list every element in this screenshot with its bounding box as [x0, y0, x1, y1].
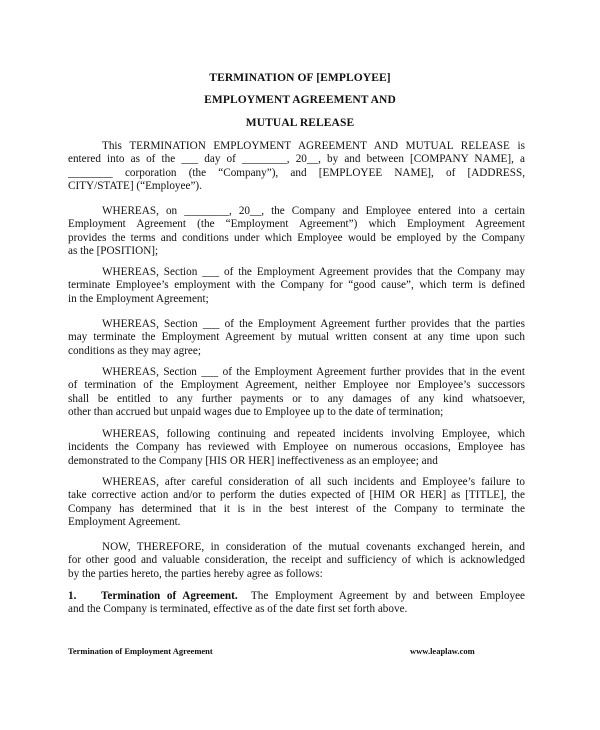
- paragraph-line: WHEREAS, Section ___ of the Employment Agreement provides that the Company may: [102, 266, 525, 278]
- paragraph-line: other than accrued but unpaid wages due to Employee up to the date of termination;: [68, 406, 444, 419]
- section-text: The Employment Agreement by and between Employee: [250, 590, 525, 602]
- section-1-line-2: and the Company is terminated, effective as of the date first set forth above.: [68, 603, 408, 616]
- paragraph-line: Company has determined that it is in the best interest of the Company to terminate the: [68, 502, 525, 515]
- paragraph-line: incidents the Company has reviewed with Employee on numerous occasions, Employee has: [68, 441, 525, 454]
- paragraph-line: conditions as they may agree;: [68, 344, 201, 357]
- paragraph-line: Employment Agreement.: [68, 516, 181, 529]
- footer-website: www.leaplaw.com: [410, 646, 475, 656]
- paragraph-line: by the parties hereto, the parties hereby agree as follows:: [68, 567, 323, 580]
- footer-document-name: Termination of Employment Agreement: [68, 646, 213, 656]
- paragraph-line: WHEREAS, Section ___ of the Employment Agreement further provides that in the event: [102, 366, 525, 378]
- paragraph-line: terminate Employee’s employment with the Company for “good cause”, which term is defined: [68, 279, 525, 292]
- intro-paragraph: [68, 140, 525, 194]
- whereas-paragraph-1: [68, 205, 525, 259]
- whereas-paragraph-2: [68, 266, 525, 306]
- paragraph-line: demonstrated to the Company [HIS OR HER] ineffectiveness as an employee; and: [68, 454, 438, 467]
- paragraph-line: as the [POSITION];: [68, 245, 159, 258]
- whereas-paragraph-3: [68, 318, 525, 358]
- paragraph-line: entered into as of the ___ day of ________, 20__, by and between [COMPANY NAME], a: [68, 153, 525, 166]
- document-title-line-1: TERMINATION OF [EMPLOYEE]: [209, 72, 391, 84]
- section-heading: Termination of Agreement.: [101, 590, 238, 602]
- paragraph-line: NOW, THEREFORE, in consideration of the mutual covenants exchanged herein, and: [102, 541, 525, 553]
- paragraph-line: Employment Agreement (the “Employment Agreement”) which Employment Agreement: [68, 218, 525, 231]
- paragraph-line: for other good and valuable consideration, the receipt and sufficiency of which is acknowledged: [68, 554, 525, 567]
- section-1-line-1: [68, 590, 525, 603]
- paragraph-line: WHEREAS, after careful consideration of all such incidents and Employee’s failure to: [102, 476, 525, 488]
- section-1: [68, 590, 525, 617]
- paragraph-line: may terminate the Employment Agreement by mutual written consent at any time upon such: [68, 331, 525, 344]
- document-title-line-3: MUTUAL RELEASE: [245, 117, 355, 129]
- paragraph-line: of termination of the Employment Agreement, neither Employee nor Employee’s successors: [68, 379, 525, 392]
- paragraph-line: CITY/STATE] (“Employee”).: [68, 180, 202, 193]
- paragraph-line: shall be entitled to any further payments or to any damages of any kind whatsoever,: [68, 392, 525, 405]
- paragraph-line: ________ corporation (the “Company”), and [EMPLOYEE NAME], of [ADDRESS,: [68, 166, 525, 179]
- whereas-paragraph-5: [68, 428, 525, 468]
- section-number: 1.: [68, 590, 77, 602]
- paragraph-line: WHEREAS, on ________, 20__, the Company and Employee entered into a certain: [102, 205, 525, 217]
- now-therefore-paragraph: [68, 541, 525, 581]
- paragraph-line: in the Employment Agreement;: [68, 292, 209, 305]
- whereas-paragraph-6: [68, 476, 525, 530]
- paragraph-line: WHEREAS, Section ___ of the Employment Agreement further provides that the parties: [102, 318, 525, 330]
- document-title-line-2: EMPLOYMENT AGREEMENT AND: [204, 94, 396, 106]
- paragraph-line: provides the terms and conditions under which Employee would be employed by the Company: [68, 231, 525, 244]
- paragraph-line: This TERMINATION EMPLOYMENT AGREEMENT AND MUTUAL RELEASE is: [102, 140, 525, 152]
- whereas-paragraph-4: [68, 366, 525, 420]
- paragraph-line: WHEREAS, following continuing and repeated incidents involving Employee, which: [102, 428, 525, 440]
- paragraph-line: take corrective action and/or to perform the duties expected of [HIM OR HER] as [TITLE], the: [68, 489, 525, 502]
